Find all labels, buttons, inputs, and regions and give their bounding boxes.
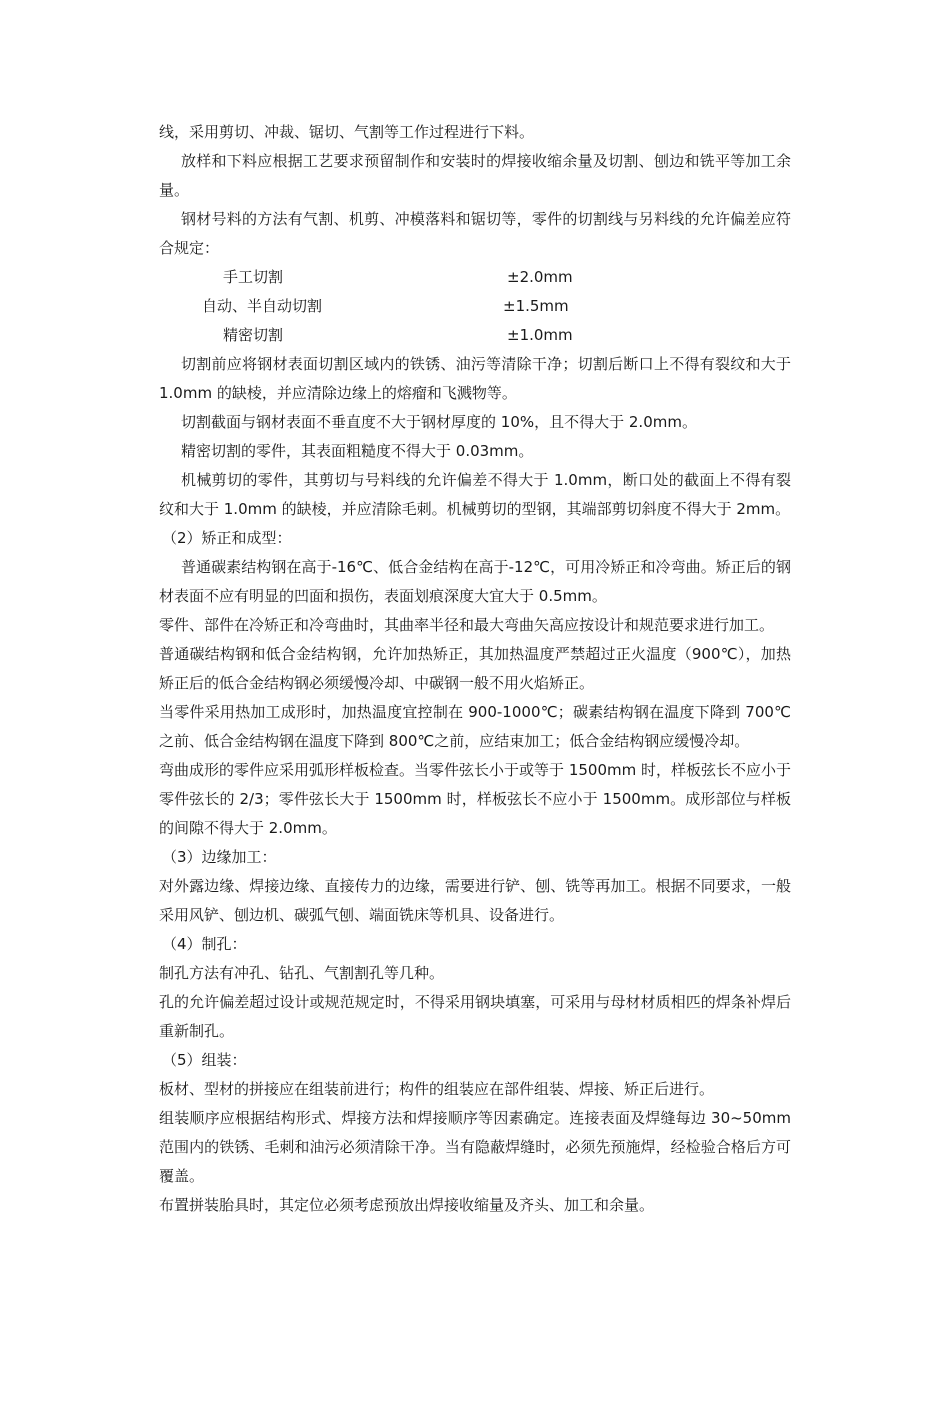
paragraph: 板材、型材的拼接应在组装前进行；构件的组装应在部件组装、焊接、矫正后进行。 <box>159 1080 715 1098</box>
paragraph: 零件、部件在冷矫正和冷弯曲时，其曲率半径和最大弯曲矢高应按设计和规范要求进行加工。 <box>159 616 775 634</box>
section-heading: （5）组装： <box>162 1051 247 1069</box>
paragraph: 钢材号料的方法有气割、机剪、冲模落料和锯切等，零件的切割线与另料线的允许偏差应符合规定： <box>159 210 791 257</box>
paragraph: 孔的允许偏差超过设计或规范规定时，不得采用钢块填塞，可采用与母材材质相匹的焊条补焊后重新制孔。 <box>159 993 791 1040</box>
tolerance-value: ±1.0mm <box>507 326 573 344</box>
document-page <box>159 118 791 1220</box>
paragraph: 布置拼装胎具时，其定位必须考虑预放出焊接收缩量及齐头、加工和余量。 <box>159 1196 655 1214</box>
paragraph: 切割截面与钢材表面不垂直度不大于钢材厚度的 10%，且不得大于 2.0mm。 <box>181 413 697 431</box>
tolerance-row <box>159 321 791 350</box>
tolerance-value: ±2.0mm <box>507 268 573 286</box>
paragraph: 放样和下料应根据工艺要求预留制作和安装时的焊接收缩余量及切割、刨边和铣平等加工余量。 <box>159 152 791 199</box>
paragraph: 对外露边缘、焊接边缘、直接传力的边缘，需要进行铲、刨、铣等再加工。根据不同要求，一般采用风铲、刨边机、碳弧气刨、端面铣床等机具、设备进行。 <box>159 877 791 924</box>
section-heading: （4）制孔： <box>162 935 247 953</box>
paragraph: 制孔方法有冲孔、钻孔、气割割孔等几种。 <box>159 964 445 982</box>
tolerance-row <box>159 292 791 321</box>
paragraph: 弯曲成形的零件应采用弧形样板检查。当零件弦长小于或等于 1500mm 时，样板弦长不应小于零件弦长的 2/3；零件弦长大于 1500mm 时，样板弦长不应小于 1500mm。成形部位与样板的间隙不得大于 2.0mm。 <box>159 761 792 837</box>
paragraph: 普通碳素结构钢在高于-16℃、低合金结构在高于-12℃，可用冷矫正和冷弯曲。矫正后的钢材表面不应有明显的凹面和损伤，表面划痕深度大宜大于 0.5mm。 <box>159 558 791 605</box>
section-heading: （2）矫正和成型： <box>162 529 292 547</box>
paragraph: 当零件采用热加工成形时，加热温度宜控制在 900-1000℃；碳素结构钢在温度下降到 700℃之前、低合金结构钢在温度下降到 800℃之前，应结束加工；低合金结构钢应缓慢冷却。 <box>159 703 791 750</box>
paragraph: 机械剪切的零件，其剪切与号料线的允许偏差不得大于 1.0mm，断口处的截面上不得有裂纹和大于 1.0mm 的缺棱，并应清除毛刺。机械剪切的型钢，其端部剪切斜度不得大于 2mm。 <box>159 471 791 518</box>
tolerance-row <box>159 263 791 292</box>
section-heading: （3）边缘加工： <box>162 848 277 866</box>
paragraph: 精密切割的零件，其表面粗糙度不得大于 0.03mm。 <box>181 442 534 460</box>
tolerance-label: 自动、半自动切割 <box>202 297 323 315</box>
paragraph: 组装顺序应根据结构形式、焊接方法和焊接顺序等因素确定。连接表面及焊缝每边 30~50mm 范围内的铁锈、毛刺和油污必须清除干净。当有隐蔽焊缝时，必须先预施焊，经检验合格后方可覆盖。 <box>159 1109 791 1185</box>
paragraph: 普通碳结构钢和低合金结构钢，允许加热矫正，其加热温度严禁超过正火温度（900℃），加热矫正后的低合金结构钢必须缓慢冷却、中碳钢一般不用火焰矫正。 <box>159 645 791 692</box>
paragraph: 切割前应将钢材表面切割区域内的铁锈、油污等清除干净；切割后断口上不得有裂纹和大于 1.0mm 的缺棱，并应清除边缘上的熔瘤和飞溅物等。 <box>159 355 791 402</box>
tolerance-label: 精密切割 <box>223 326 284 344</box>
paragraph: 线，采用剪切、冲裁、锯切、气割等工作过程进行下料。 <box>159 123 535 141</box>
tolerance-label: 手工切割 <box>223 268 284 286</box>
tolerance-value: ±1.5mm <box>503 297 569 315</box>
